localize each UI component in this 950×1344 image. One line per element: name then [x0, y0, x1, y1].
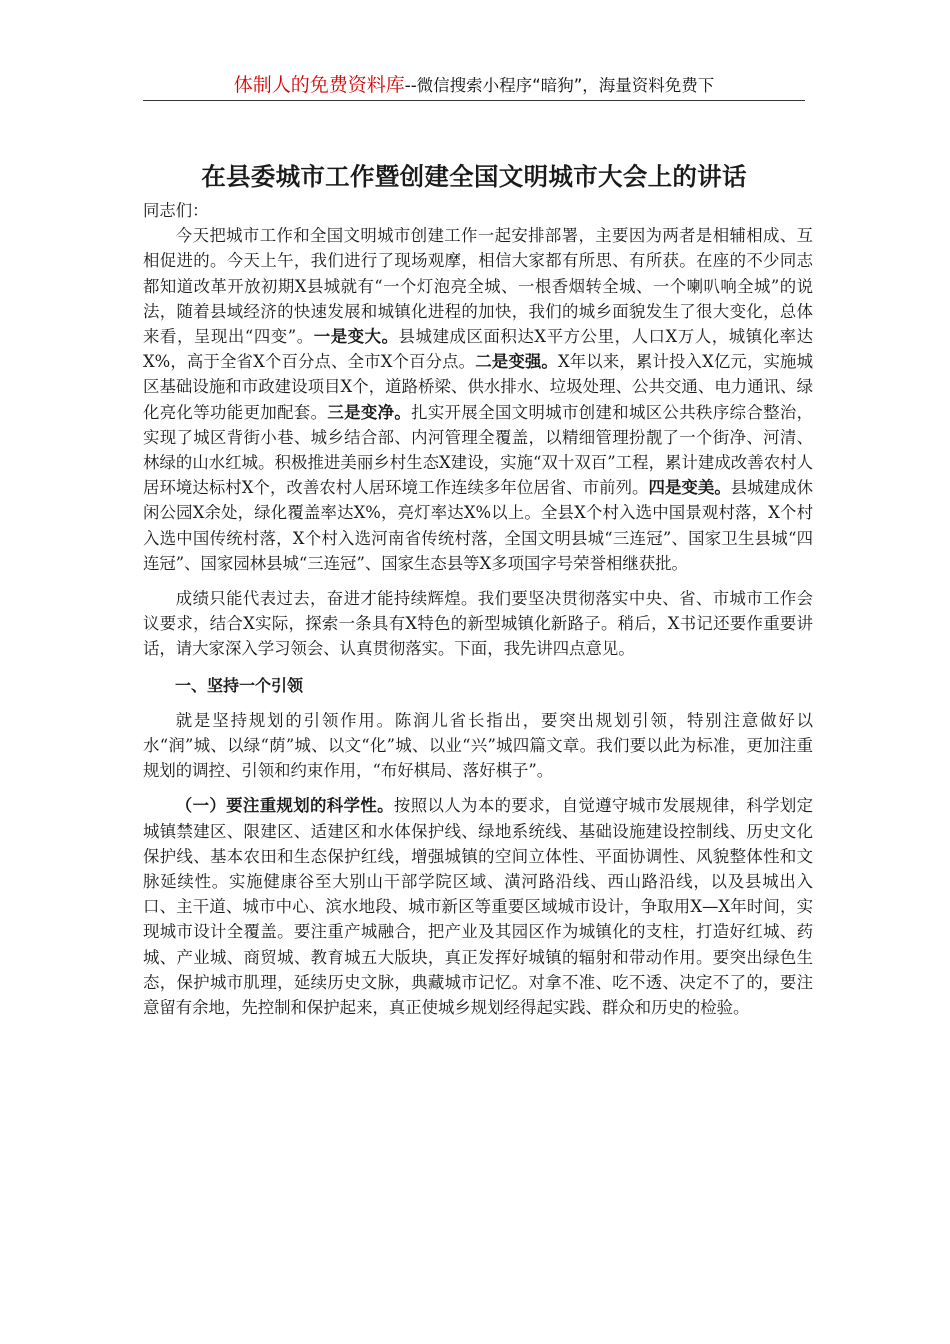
point-4-text: 县城建成休闲公园X余处，绿化覆盖率达X%，亮灯率达X%以上。全县X个村入选中国景观村落，X个村入选中国传统村落，X个村入选河南省传统村落，全国文明县城“三连冠”、国家卫生县城“四连冠”、国家园林县城“三连冠”、国家生态县等X多项国字号荣誉相继获批。 [143, 478, 814, 573]
document-title: 在县委城市工作暨创建全国文明城市大会上的讲话 [201, 162, 747, 191]
paragraph-2: 成绩只能代表过去，奋进才能持续辉煌。我们要坚决贯彻落实中央、省、市城市工作会议要求，结合X实际，探索一条具有X特色的新型城镇化新路子。稍后，X书记还要作重要讲话，请大家深入学习领会、认真贯彻落实。下面，我先讲四点意见。 [143, 589, 813, 659]
point-1-label: 一是变大。 [313, 327, 399, 347]
point-1-text: 县城建成区面积达X平方公里，人口X万人，城镇化率达X%，高于全省X个百分点、全市X个百分点。 [143, 327, 814, 372]
header-brand-text: 体制人的免费资料库 [233, 74, 405, 96]
paragraph-4-text: 按照以人为本的要求，自觉遵守城市发展规律，科学划定城镇禁建区、限建区、适建区和水体保护线、绿地系统线、基础设施建设控制线、历史文化保护线、基本农田和生态保护红线，增强城镇的空间立体性、平面协调性、风貌整体性和文脉延续性。实施健康谷至大别山干部学院区域、潢河路沿线、西山路沿线，以及县城出入口、主干道、城市中心、滨水地段、城市新区等重要区域城市设计，争取用X—X年时间，实现城市设计全覆盖。要注重产城融合，把产业及其园区作为城镇化的支柱，打造好红城、药城、产业城、商贸城、教育城五大版块，真正发挥好城镇的辐射和带动作用。要突出绿色生态，保护城市肌理，延续历史文脉，典藏城市记忆。对拿不准、吃不透、决定不了的，要注意留有余地，先控制和保护起来，真正使城乡规划经得起实践、群众和历史的检验。 [143, 796, 814, 1018]
point-3-label: 三是变净。 [327, 402, 412, 422]
paragraph-3: 就是坚持规划的引领作用。陈润儿省长指出，要突出规划引领，特别注意做好以水“润”城、以绿“荫”城、以文“化”城、以业“兴”城四篇文章。我们要以此为标准，更加注重规划的调控、引领和约束作用，“布好棋局、落好棋子”。 [143, 710, 813, 781]
point-2-text: X年以来，累计投入X亿元，实施城区基础设施和市政建设项目X个，道路桥梁、供水排水、垃圾处理、公共交通、电力通讯、绿化亮化等功能更加配套。 [143, 352, 813, 422]
document-body [143, 185, 813, 1020]
point-2-label: 二是变强。 [475, 352, 558, 372]
header-promo-text: --微信搜索小程序“暗狗”，海量资料免费下 [404, 76, 715, 95]
page-header [143, 70, 805, 101]
paragraph-4 [143, 793, 813, 1020]
section-heading-1: 一、坚持一个引领 [175, 675, 304, 695]
greeting: 同志们： [143, 201, 209, 220]
point-4-label: 四是变美。 [648, 478, 731, 498]
paragraph-1 [143, 223, 813, 576]
paragraph-1-intro: 今天把城市工作和全国文明城市创建工作一起安排部署，主要因为两者是相辅相成、互相促进的。今天上午，我们进行了现场观摩，相信大家都有所思、有所获。在座的不少同志都知道改革开放初期X县城就有“一个灯泡亮全城、一根香烟转全城、一个喇叭响全城”的说法，随着县域经济的快速发展和城镇化进程的加快，我们的城乡面貌发生了很大变化，总体来看，呈现出“四变”。 [143, 226, 813, 347]
subsection-heading-1: （一）要注重规划的科学性。 [175, 796, 394, 816]
point-3-text: 扎实开展全国文明城市创建和城区公共秩序综合整治，实现了城区背街小巷、城乡结合部、内河管理全覆盖，以精细管理扮靓了一个街净、河清、林绿的山水红城。积极推进美丽乡村生态X建设，实施“双十双百”工程，累计建成改善农村人居环境达标村X个，改善农村人居环境工作连续多年位居省、市前列。 [143, 402, 814, 498]
